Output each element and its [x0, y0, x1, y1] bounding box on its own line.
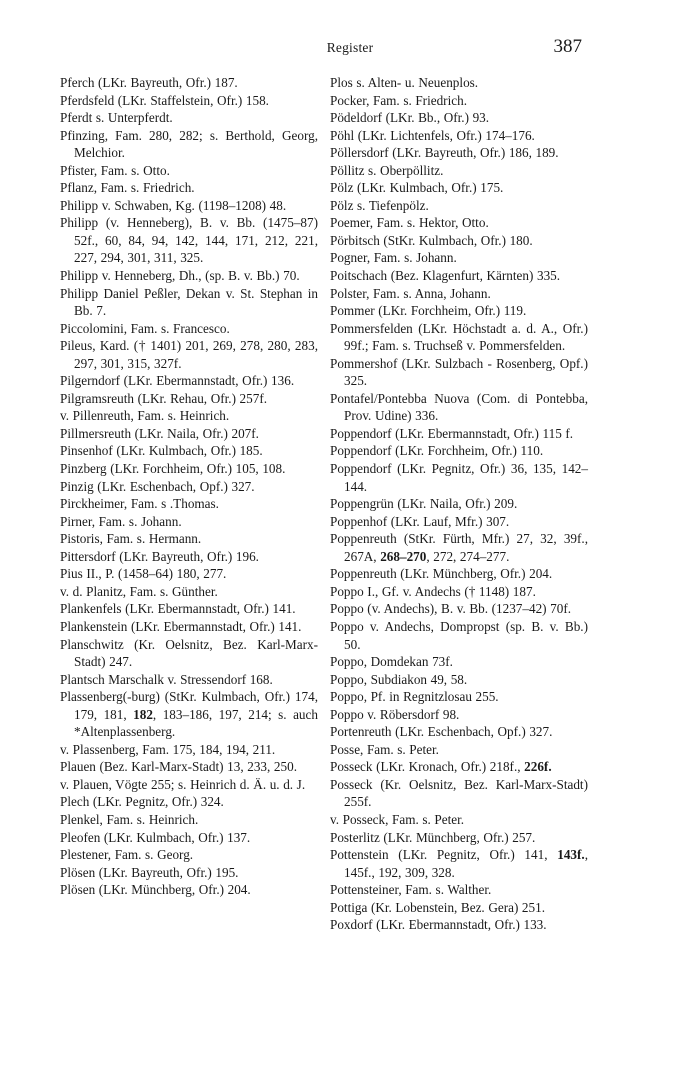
- index-entry: Pöhl (LKr. Lichtenfels, Ofr.) 174–176.: [330, 127, 535, 143]
- index-entry: Pödeldorf (LKr. Bb., Ofr.) 93.: [330, 110, 490, 126]
- index-entry: Pferdt s. Unterpferdt.: [60, 110, 173, 126]
- index-entry: Plantsch Marschalk v. Stressendorf 168.: [60, 671, 273, 687]
- index-entry: Pörbitsch (StKr. Kulmbach, Ofr.) 180.: [330, 232, 533, 248]
- index-entry: Poxdorf (LKr. Ebermannstadt, Ofr.) 133.: [330, 917, 547, 933]
- index-entry: Portenreuth (LKr. Eschenbach, Opf.) 327.: [330, 724, 553, 740]
- index-entry: Poppendorf (LKr. Ebermannstadt, Ofr.) 115 f.: [330, 425, 574, 441]
- page-title: Register: [326, 40, 374, 55]
- index-entry: Pittersdorf (LKr. Bayreuth, Ofr.) 196.: [60, 548, 259, 564]
- index-entry: v. d. Planitz, Fam. s. Günther.: [60, 583, 218, 599]
- index-entry: Planschwitz (Kr. Oelsnitz, Bez. Karl-Marx-Stadt) 247.: [60, 636, 318, 670]
- index-entry: Polster, Fam. s. Anna, Johann.: [330, 285, 491, 301]
- index-column-left: [60, 74, 318, 899]
- index-entry: v. Plassenberg, Fam. 175, 184, 194, 211.: [60, 741, 276, 757]
- index-entry: Pommer (LKr. Forchheim, Ofr.) 119.: [330, 303, 527, 319]
- index-entry: Poitschach (Bez. Klagenfurt, Kärnten) 335.: [330, 268, 561, 284]
- index-entry: Poppo, Subdiakon 49, 58.: [330, 671, 468, 687]
- index-entry: Poppenreuth (StKr. Fürth, Mfr.) 27, 32, 39f., 267A, 268–270, 272, 274–277.: [330, 531, 588, 564]
- index-entry: Pinzberg (LKr. Forchheim, Ofr.) 105, 108.: [60, 461, 286, 477]
- index-entry: Plankenfels (LKr. Ebermannstadt, Ofr.) 141.: [60, 601, 296, 617]
- index-entry: Plech (LKr. Pegnitz, Ofr.) 324.: [60, 794, 224, 810]
- index-entry: Plestener, Fam. s. Georg.: [60, 847, 194, 863]
- index-entry: Pleofen (LKr. Kulmbach, Ofr.) 137.: [60, 829, 251, 845]
- index-entry: Pöllersdorf (LKr. Bayreuth, Ofr.) 186, 189.: [330, 145, 559, 161]
- index-entry: Poppengrün (LKr. Naila, Ofr.) 209.: [330, 496, 518, 512]
- index-entry: Pinsenhof (LKr. Kulmbach, Ofr.) 185.: [60, 443, 263, 459]
- index-entry: Philipp v. Henneberg, Dh., (sp. B. v. Bb.) 70.: [60, 268, 300, 284]
- index-entry: v. Plauen, Vögte 255; s. Heinrich d. Ä. u. d. J.: [60, 776, 306, 792]
- index-entry: Pöllitz s. Oberpöllitz.: [330, 162, 444, 178]
- index-entry: Pflanz, Fam. s. Friedrich.: [60, 180, 195, 196]
- index-entry: Pileus, Kard. († 1401) 201, 269, 278, 280, 283, 297, 301, 315, 327f.: [60, 338, 318, 371]
- index-entry: Pottenstein (LKr. Pegnitz, Ofr.) 141, 143f., 145f., 192, 309, 328.: [330, 847, 588, 880]
- index-entry: Posseck (LKr. Kronach, Ofr.) 218f., 226f.: [330, 759, 552, 775]
- index-entry: Poppo, Domdekan 73f.: [330, 654, 453, 670]
- index-entry: Poppo, Pf. in Regnitzlosau 255.: [330, 689, 499, 705]
- index-entry: Posseck (Kr. Oelsnitz, Bez. Karl-Marx-Stadt) 255f.: [330, 776, 588, 810]
- index-entry: Plösen (LKr. Münchberg, Ofr.) 204.: [60, 882, 251, 898]
- index-entry: Pferdsfeld (LKr. Staffelstein, Ofr.) 158.: [60, 92, 269, 108]
- index-entry: Philipp (v. Henneberg), B. v. Bb. (1475–87) 52f., 60, 84, 94, 142, 144, 171, 212, 221, 227, 294, 301, 311, 325.: [60, 215, 318, 266]
- index-entry: Posterlitz (LKr. Münchberg, Ofr.) 257.: [330, 829, 536, 845]
- index-entry: v. Posseck, Fam. s. Peter.: [330, 811, 465, 827]
- index-entry: Pius II., P. (1458–64) 180, 277.: [60, 566, 227, 582]
- index-entry: Pottensteiner, Fam. s. Walther.: [330, 882, 492, 898]
- index-entry: Plankenstein (LKr. Ebermannstadt, Ofr.) 141.: [60, 618, 302, 634]
- index-entry: Pontafel/Pontebba Nuova (Com. di Pontebba, Prov. Udine) 336.: [330, 390, 588, 424]
- page-number: 387: [553, 36, 582, 57]
- index-entry: Plenkel, Fam. s. Heinrich.: [60, 811, 199, 827]
- index-entry: Pölz s. Tiefenpölz.: [330, 197, 429, 213]
- index-entry: Plösen (LKr. Bayreuth, Ofr.) 195.: [60, 864, 239, 880]
- index-entry: Plassenberg(-burg) (StKr. Kulmbach, Ofr.) 174, 179, 181, 182, 183–186, 197, 214; s. auch *Altenplassenberg.: [60, 689, 318, 740]
- index-entry: Piccolomini, Fam. s. Francesco.: [60, 320, 230, 336]
- index-entry: v. Pillenreuth, Fam. s. Heinrich.: [60, 408, 230, 424]
- index-entry: Poppenhof (LKr. Lauf, Mfr.) 307.: [330, 513, 510, 529]
- index-entry: Poppo v. Röbersdorf 98.: [330, 706, 460, 722]
- index-entry: Posse, Fam. s. Peter.: [330, 741, 439, 757]
- index-entry: Philipp Daniel Peßler, Dekan v. St. Stephan in Bb. 7.: [60, 285, 318, 319]
- index-entry: Pirckheimer, Fam. s .Thomas.: [60, 496, 219, 512]
- index-entry: Pferch (LKr. Bayreuth, Ofr.) 187.: [60, 75, 238, 90]
- index-entry: Pinzig (LKr. Eschenbach, Opf.) 327.: [60, 478, 255, 494]
- index-entry: Poppo (v. Andechs), B. v. Bb. (1237–42) 70f.: [330, 601, 572, 617]
- running-header: [0, 36, 700, 60]
- index-entry: Pilgerndorf (LKr. Ebermannstadt, Ofr.) 136.: [60, 373, 295, 389]
- index-entry: Poppenreuth (LKr. Münchberg, Ofr.) 204.: [330, 566, 553, 582]
- index-entry: Philipp v. Schwaben, Kg. (1198–1208) 48.: [60, 197, 287, 213]
- index-entry: Pillmersreuth (LKr. Naila, Ofr.) 207f.: [60, 425, 259, 441]
- index-entry: Pfister, Fam. s. Otto.: [60, 162, 170, 178]
- index-entry: Poppo v. Andechs, Dompropst (sp. B. v. Bb.) 50.: [330, 618, 588, 652]
- index-entry: Pocker, Fam. s. Friedrich.: [330, 92, 467, 108]
- index-entry: Pfinzing, Fam. 280, 282; s. Berthold, Georg, Melchior.: [60, 127, 318, 161]
- index-entry: Pottiga (Kr. Lobenstein, Bez. Gera) 251.: [330, 899, 546, 915]
- index-entry: Poppendorf (LKr. Pegnitz, Ofr.) 36, 135, 142–144.: [330, 461, 588, 494]
- index-entry: Pogner, Fam. s. Johann.: [330, 250, 457, 266]
- index-entry: Pölz (LKr. Kulmbach, Ofr.) 175.: [330, 180, 504, 196]
- index-entry: Pilgramsreuth (LKr. Rehau, Ofr.) 257f.: [60, 390, 268, 406]
- index-entry: Poppendorf (LKr. Forchheim, Ofr.) 110.: [330, 443, 544, 459]
- index-column-right: [330, 74, 588, 934]
- index-entry: Pommersfelden (LKr. Höchstadt a. d. A., Ofr.) 99f.; Fam. s. Truchseß v. Pommersfelden.: [330, 320, 588, 354]
- index-entry: Poppo I., Gf. v. Andechs († 1148) 187.: [330, 583, 536, 599]
- index-entry: Pommershof (LKr. Sulzbach - Rosenberg, Opf.) 325.: [330, 355, 588, 389]
- index-entry: Pirner, Fam. s. Johann.: [60, 513, 182, 529]
- index-entry: Pistoris, Fam. s. Hermann.: [60, 531, 202, 547]
- index-entry: Poemer, Fam. s. Hektor, Otto.: [330, 215, 489, 231]
- index-entry: Plos s. Alten- u. Neuenplos.: [330, 75, 479, 90]
- index-entry: Plauen (Bez. Karl-Marx-Stadt) 13, 233, 250.: [60, 759, 297, 775]
